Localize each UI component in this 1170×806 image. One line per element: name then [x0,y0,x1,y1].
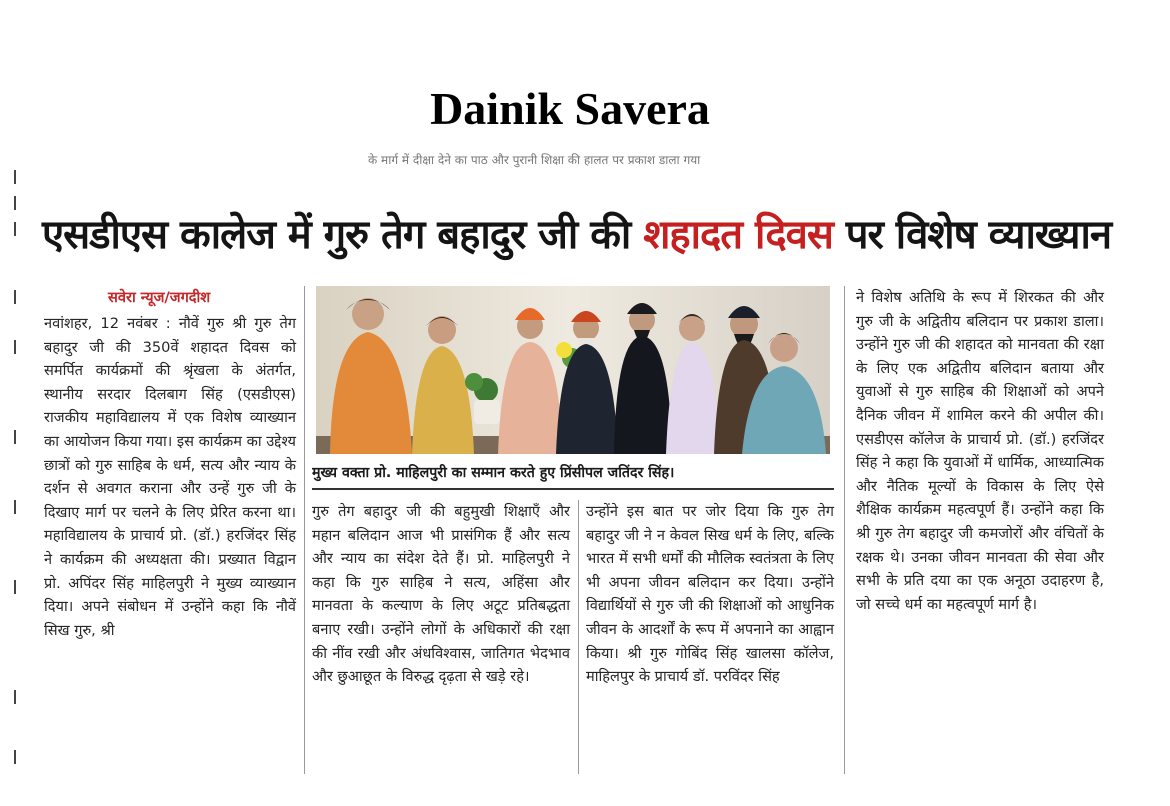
column-3-text: उन्होंने इस बात पर जोर दिया कि गुरु तेग बहादुर जी ने न केवल सिख धर्म के लिए, बल्कि भारत में सभी धर्मों की मौलिक स्वतंत्रता के लिए भी अपना जीवन बलिदान कर दिया। उन्होंने विद्यार्थियों से गुरु जी की शिक्षाओं को आधुनिक जीवन के आदर्शों के रूप में अपनाने का आह्वान किया। श्री गुरु गोबिंद सिंह खालसा कॉलेज, माहिलपुर के प्राचार्य डॉ. परविंदर सिंह [586,503,834,686]
column-divider [578,500,579,774]
column-2-text: गुरु तेग बहादुर जी की बहुमुखी शिक्षाएँ और महान बलिदान आज भी प्रासंगिक हैं और सत्य और न्याय का संदेश देते हैं। प्रो. माहिलपुरी ने कहा कि गुरु साहिब ने सत्य, अहिंसा और मानवता के कल्याण के लिए अटूट प्रतिबद्धता बनाए रखी। उन्होंने लोगों के अधिकारों की रक्षा की नींव रखी और अंधविश्वास, जातिगत भेदभाव और छुआछूत के विरुद्ध दृढ़ता से खड़े रहे। [312,503,570,686]
headline-part-1: एसडीएस कालेज में गुरु तेग बहादुर जी की [42,212,644,258]
photo-caption: मुख्य वक्ता प्रो. माहिलपुरी का सम्मान करते हुए प्रिंसीपल जतिंदर सिंह। [312,465,675,481]
column-divider [304,286,305,774]
previous-article-cut-text: के मार्ग में दीक्षा देने का पाठ और पुरानी शिक्षा की हालत पर प्रकाश डाला गया [368,153,701,167]
column-1-text: नवांशहर, 12 नवंबर : नौवें गुरु श्री गुरु तेग बहादुर जी की 350वें शहादत दिवस को समर्पित कार्यक्रमों की श्रृंखला के अंतर्गत, स्थानीय सरदार दिलबाग सिंह (एसडीएस) राजकीय महाविद्यालय में एक विशेष व्याख्यान का आयोजन किया गया। इस कार्यक्रम का उद्देश्य छात्रों को गुरु साहिब के धर्म, सत्य और न्याय के दर्शन से अवगत कराना और उन्हें गुरु जी के दिखाए मार्ग पर चलने के लिए प्रेरित करना था। महाविद्यालय के प्राचार्य प्रो. (डॉ.) हरजिंदर सिंह ने कार्यक्रम की अध्यक्षता की। प्रख्यात विद्वान प्रो. अपिंदर सिंह माहिलपुरी ने मुख्य व्याख्यान दिया। अपने संबोधन में उन्होंने कहा कि नौवें सिख गुरु, श्री [44,315,296,639]
column-4-text: ने विशेष अतिथि के रूप में शिरकत की और गुरु जी के अद्वितीय बलिदान पर प्रकाश डाला। उन्होंने गुरु जी की शहादत को मानवता की रक्षा के लिए एक अद्वितीय बलिदान बताया और युवाओं से गुरु साहिब की शिक्षाओं को अपने दैनिक जीवन में शामिल करने की अपील की। एसडीएस कॉलेज के प्राचार्य प्रो. (डॉ.) हरजिंदर सिंह ने कहा कि युवाओं में धार्मिक, आध्यात्मिक और नैतिक मूल्यों के विकास के लिए ऐसे शैक्षिक कार्यक्रम महत्वपूर्ण हैं। उन्होंने कहा कि श्री गुरु तेग बहादुर जी कमजोरों और वंचितों के रक्षक थे। उनका जीवन मानवता की सेवा और सभी के प्रति दया का एक अनूठा उदाहरण है, जो सच्चे धर्म का महत्वपूर्ण मार्ग है। [856,289,1104,613]
article-column-1 [44,312,296,642]
column-divider [844,286,845,774]
article-byline: सवेरा न्यूज/जगदीश [108,289,211,306]
article-column-2 [312,500,570,689]
article-photo [316,286,830,454]
article-column-3 [586,500,834,689]
article-headline [42,200,1132,270]
article-column-4 [856,286,1104,616]
caption-rule [312,488,834,490]
headline-part-2: पर विशेष व्याख्यान [832,212,1112,258]
newspaper-masthead: Dainik Savera [430,83,710,134]
headline-highlight: शहादत दिवस [643,212,833,258]
page-edge-marks [14,170,20,770]
